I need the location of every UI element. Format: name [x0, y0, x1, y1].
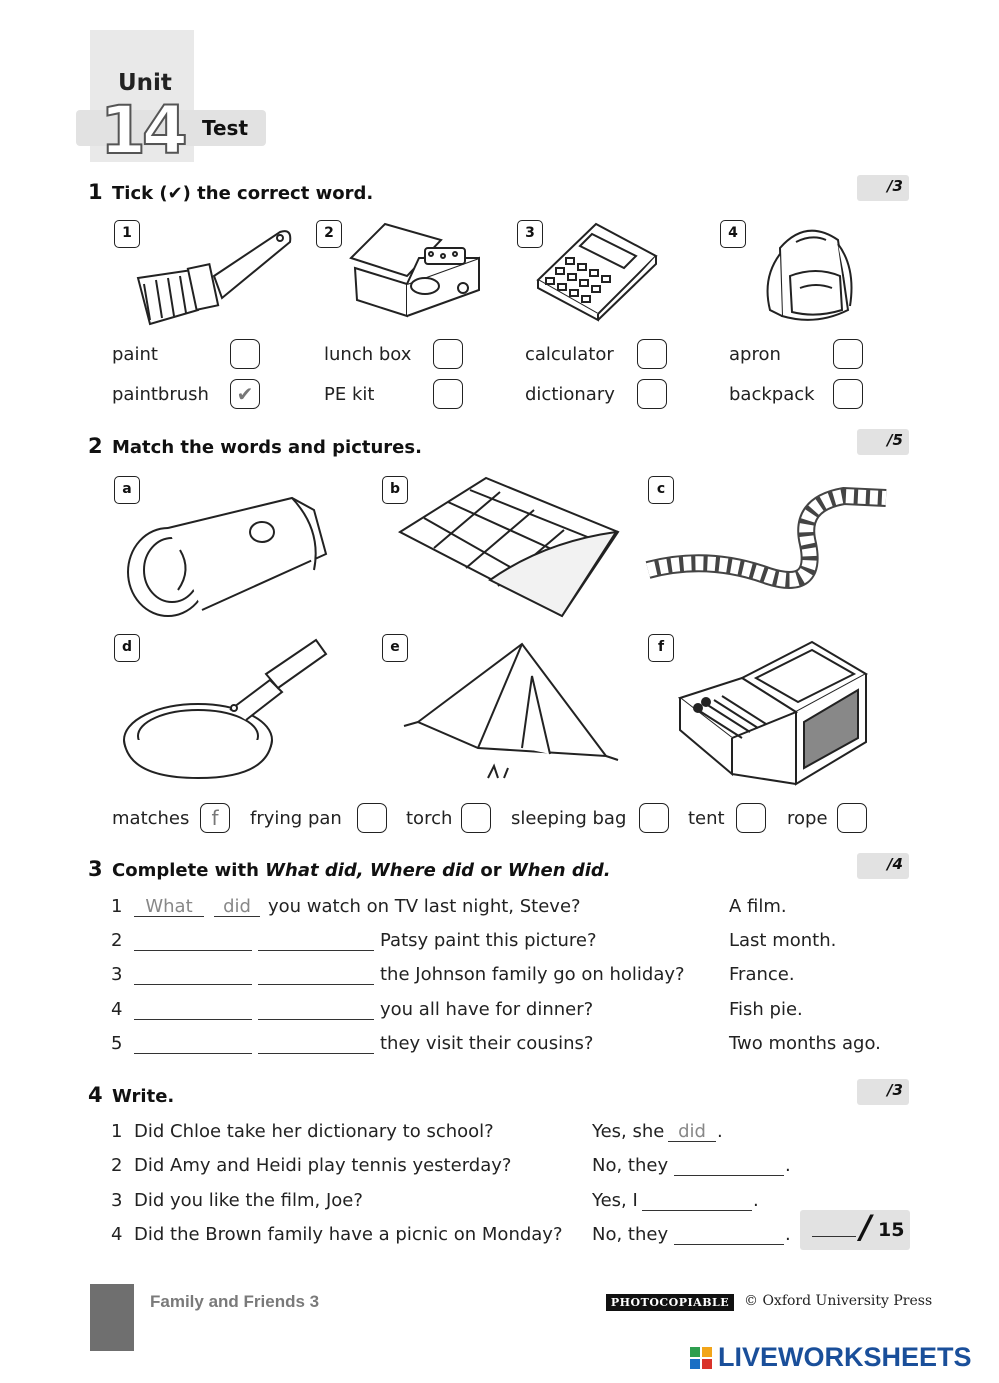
picture-f-badge: f: [648, 634, 674, 662]
s4-row-num: 4: [111, 1224, 123, 1245]
s3-blank[interactable]: [134, 930, 252, 951]
s4-reply: Yes, I: [592, 1190, 638, 1211]
torch-icon: [122, 490, 332, 620]
s4-question: Did you like the film, Joe?: [134, 1190, 363, 1211]
paintbrush-icon: [130, 220, 300, 330]
matches-icon: [676, 638, 872, 786]
s2-word: sleeping bag: [511, 808, 627, 829]
s1-word: lunch box: [324, 344, 412, 365]
s1-tick-box[interactable]: [433, 379, 463, 409]
s3-row-num: 3: [111, 964, 123, 985]
s2-answer-box[interactable]: f: [200, 803, 230, 833]
s3-blank[interactable]: [258, 999, 374, 1020]
frying-pan-icon: [122, 636, 332, 782]
picture-b-badge: b: [382, 476, 408, 504]
s1-tick-box[interactable]: [833, 379, 863, 409]
s1-tick-box[interactable]: [230, 339, 260, 369]
s1-word: paintbrush: [112, 384, 209, 405]
liveworksheets-logo-icon: [690, 1347, 714, 1371]
s3-row-num: 2: [111, 930, 123, 951]
section2-number: 2: [88, 434, 103, 458]
section2-title: Match the words and pictures.: [112, 437, 422, 458]
section3-score: /4: [857, 853, 909, 879]
s3-blank[interactable]: [258, 964, 374, 985]
s3-answer: Two months ago.: [729, 1033, 881, 1054]
sleeping-bag-icon: [394, 472, 620, 620]
picture-d-badge: d: [114, 634, 140, 662]
s2-word: tent: [688, 808, 725, 829]
unit-label: Unit: [118, 70, 172, 96]
s3-answer: Fish pie.: [729, 999, 803, 1020]
section4-title: Write.: [112, 1086, 175, 1107]
s4-question: Did the Brown family have a picnic on Monday?: [134, 1224, 563, 1245]
s1-tick-box[interactable]: [637, 339, 667, 369]
section1-number: 1: [88, 180, 103, 204]
s1-word: backpack: [729, 384, 815, 405]
s4-question: Did Chloe take her dictionary to school?: [134, 1121, 494, 1142]
s4-period: .: [717, 1121, 723, 1142]
footer-bar: [90, 1284, 134, 1351]
s4-row-num: 1: [111, 1121, 123, 1142]
s4-reply: No, they: [592, 1224, 669, 1245]
s2-word: torch: [406, 808, 453, 829]
s4-question: Did Amy and Heidi play tennis yesterday?: [134, 1155, 512, 1176]
s3-blank[interactable]: [134, 1033, 252, 1054]
section4-score: /3: [857, 1079, 909, 1105]
s2-answer-box[interactable]: [461, 803, 491, 833]
s1-word: apron: [729, 344, 781, 365]
s3-blank[interactable]: [134, 999, 252, 1020]
s4-reply: No, they: [592, 1155, 669, 1176]
s4-blank[interactable]: [674, 1155, 784, 1176]
s3-blank[interactable]: did: [214, 896, 260, 917]
s3-row-num: 1: [111, 896, 123, 917]
liveworksheets-watermark: LIVEWORKSHEETS: [718, 1342, 972, 1372]
total-slash: /: [860, 1208, 872, 1246]
s2-answer-box[interactable]: [639, 803, 669, 833]
s3-question: they visit their cousins?: [380, 1033, 594, 1054]
s4-period: .: [785, 1155, 791, 1176]
backpack-icon: [756, 218, 861, 330]
tent-icon: [398, 636, 620, 786]
s1-word: dictionary: [525, 384, 615, 405]
s3-blank[interactable]: [134, 964, 252, 985]
item2-badge: 2: [316, 220, 342, 248]
s1-word: calculator: [525, 344, 614, 365]
s3-answer: Last month.: [729, 930, 837, 951]
s1-tick-box[interactable]: [433, 339, 463, 369]
picture-c-badge: c: [648, 476, 674, 504]
s1-tick-box[interactable]: [637, 379, 667, 409]
section1-score: /3: [857, 175, 909, 201]
s1-tick-box[interactable]: [833, 339, 863, 369]
s2-word: frying pan: [250, 808, 342, 829]
s3-blank[interactable]: [258, 930, 374, 951]
lunch-box-icon: [345, 218, 490, 330]
item4-badge: 4: [720, 220, 746, 248]
section1-title: Tick (✔) the correct word.: [112, 183, 374, 204]
s3-question: the Johnson family go on holiday?: [380, 964, 685, 985]
s3-row-num: 5: [111, 1033, 123, 1054]
s3-question: you watch on TV last night, Steve?: [268, 896, 581, 917]
s2-answer-box[interactable]: [357, 803, 387, 833]
s4-period: .: [753, 1190, 759, 1211]
s4-period: .: [785, 1224, 791, 1245]
s2-answer-box[interactable]: [837, 803, 867, 833]
calculator-icon: [532, 220, 662, 320]
s2-answer-box[interactable]: [736, 803, 766, 833]
total-score: 15: [878, 1219, 905, 1241]
section3-title: Complete with What did, Where did or When did.: [112, 860, 611, 881]
s1-tick-box[interactable]: ✔: [230, 379, 260, 409]
s3-blank[interactable]: What: [134, 896, 204, 917]
s2-word: matches: [112, 808, 190, 829]
s3-answer: France.: [729, 964, 795, 985]
s3-row-num: 4: [111, 999, 123, 1020]
s4-row-num: 3: [111, 1190, 123, 1211]
copyright: © Oxford University Press: [744, 1293, 933, 1309]
s3-question: you all have for dinner?: [380, 999, 594, 1020]
s3-answer: A film.: [729, 896, 787, 917]
total-score-blank[interactable]: [812, 1236, 856, 1237]
s4-blank[interactable]: [642, 1190, 752, 1211]
rope-icon: [648, 484, 888, 602]
picture-e-badge: e: [382, 634, 408, 662]
s1-word: paint: [112, 344, 158, 365]
section3-number: 3: [88, 857, 103, 881]
item3-badge: 3: [517, 220, 543, 248]
section2-score: /5: [857, 429, 909, 455]
s1-word: PE kit: [324, 384, 375, 405]
s3-question: Patsy paint this picture?: [380, 930, 597, 951]
total-score-box: [800, 1210, 910, 1250]
s4-blank[interactable]: [674, 1224, 784, 1245]
s2-word: rope: [787, 808, 828, 829]
test-label: Test: [202, 116, 249, 140]
unit-number: 14: [100, 92, 184, 169]
s4-reply: Yes, she: [592, 1121, 665, 1142]
section4-number: 4: [88, 1083, 103, 1107]
picture-a-badge: a: [114, 476, 140, 504]
item1-badge: 1: [114, 220, 140, 248]
photocopiable-badge: PHOTOCOPIABLE: [606, 1294, 734, 1311]
s4-blank[interactable]: did: [668, 1121, 716, 1142]
s3-blank[interactable]: [258, 1033, 374, 1054]
brand-logo: Family and Friends 3: [150, 1292, 320, 1311]
s4-row-num: 2: [111, 1155, 123, 1176]
